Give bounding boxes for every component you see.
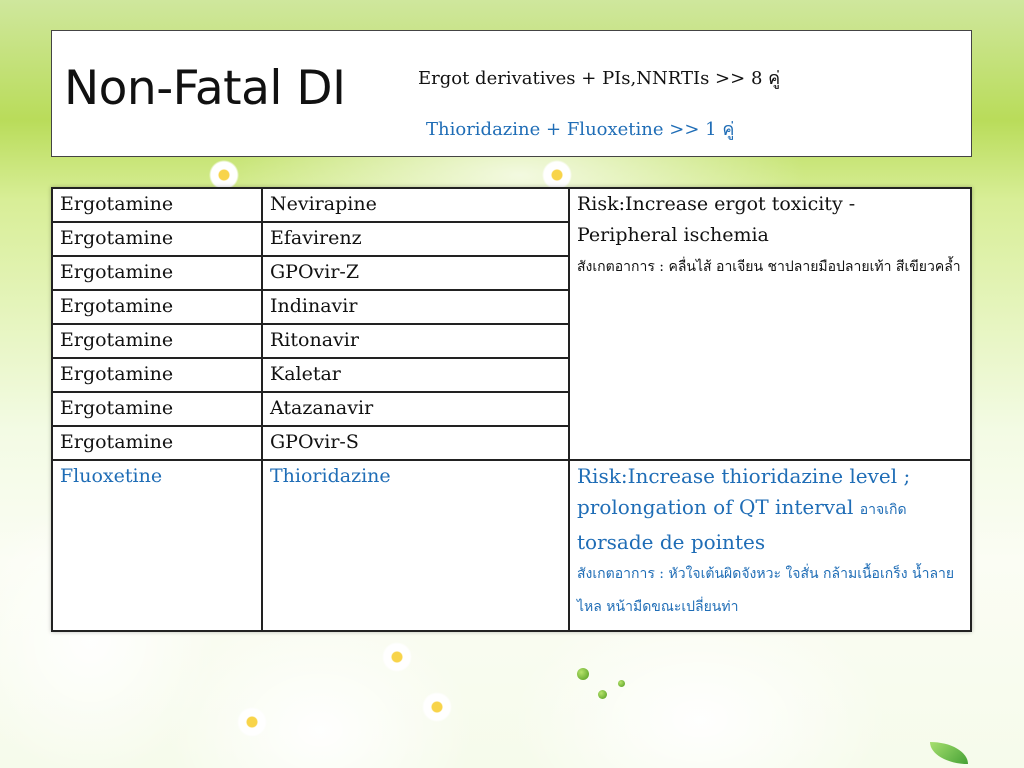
risk-note-inline: อาจเกิด	[859, 502, 907, 518]
subtitle-ergot-pairs: Ergot derivatives + PIs,NNRTIs >> 8 คู่	[418, 68, 781, 89]
drug2-cell: Kaletar	[262, 358, 569, 392]
symptom-note: สังเกตอาการ : หัวใจเต้นผิดจังหวะ ใจสั่น กล้ามเนื้อเกร็ง น้ำลายไหล หน้ามืดขณะเปลี่ยนท่า	[577, 566, 955, 615]
green-bubble-decoration	[577, 668, 589, 680]
drug2-cell: GPOvir-Z	[262, 256, 569, 290]
drug2-cell: Efavirenz	[262, 222, 569, 256]
drug1-cell: Ergotamine	[52, 290, 262, 324]
drug1-cell: Ergotamine	[52, 426, 262, 460]
drug1-cell: Ergotamine	[52, 358, 262, 392]
daisy-decoration	[380, 640, 414, 674]
ergot-risk-cell	[569, 188, 971, 460]
risk-text-line: Risk:Increase thioridazine level ;	[577, 464, 911, 488]
drug2-cell: GPOvir-S	[262, 426, 569, 460]
drug1-cell: Ergotamine	[52, 324, 262, 358]
slide-title: Non-Fatal DI	[64, 61, 346, 116]
leaf-decoration	[930, 742, 968, 764]
fluoxetine-risk-cell	[569, 460, 971, 631]
table-row	[52, 460, 971, 631]
drug2-cell: Ritonavir	[262, 324, 569, 358]
daisy-decoration	[420, 690, 454, 724]
risk-text-line: torsade de pointes	[577, 530, 766, 554]
risk-text-en: prolongation of QT interval	[577, 495, 854, 519]
drug1-cell: Ergotamine	[52, 256, 262, 290]
drug1-cell: Fluoxetine	[52, 460, 262, 631]
daisy-decoration	[235, 705, 269, 739]
risk-text-line: Peripheral ischemia	[577, 224, 769, 246]
risk-text-line	[577, 492, 963, 527]
drug1-cell: Ergotamine	[52, 392, 262, 426]
drug1-cell: Ergotamine	[52, 188, 262, 222]
drug-interaction-table	[51, 187, 972, 632]
risk-text-line: Risk:Increase ergot toxicity -	[577, 193, 856, 215]
symptom-note: สังเกตอาการ : คลื่นไส้ อาเจียน ชาปลายมือปลายเท้า สีเขียวคล้ำ	[577, 259, 961, 275]
drug2-cell: Thioridazine	[262, 460, 569, 631]
drug2-cell: Nevirapine	[262, 188, 569, 222]
green-bubble-decoration	[598, 690, 607, 699]
drug1-cell: Ergotamine	[52, 222, 262, 256]
green-bubble-decoration	[618, 680, 625, 687]
drug2-cell: Atazanavir	[262, 392, 569, 426]
subtitle-thioridazine-pairs: Thioridazine + Fluoxetine >> 1 คู่	[426, 119, 735, 140]
table-row	[52, 188, 971, 222]
drug2-cell: Indinavir	[262, 290, 569, 324]
title-box	[51, 30, 972, 157]
